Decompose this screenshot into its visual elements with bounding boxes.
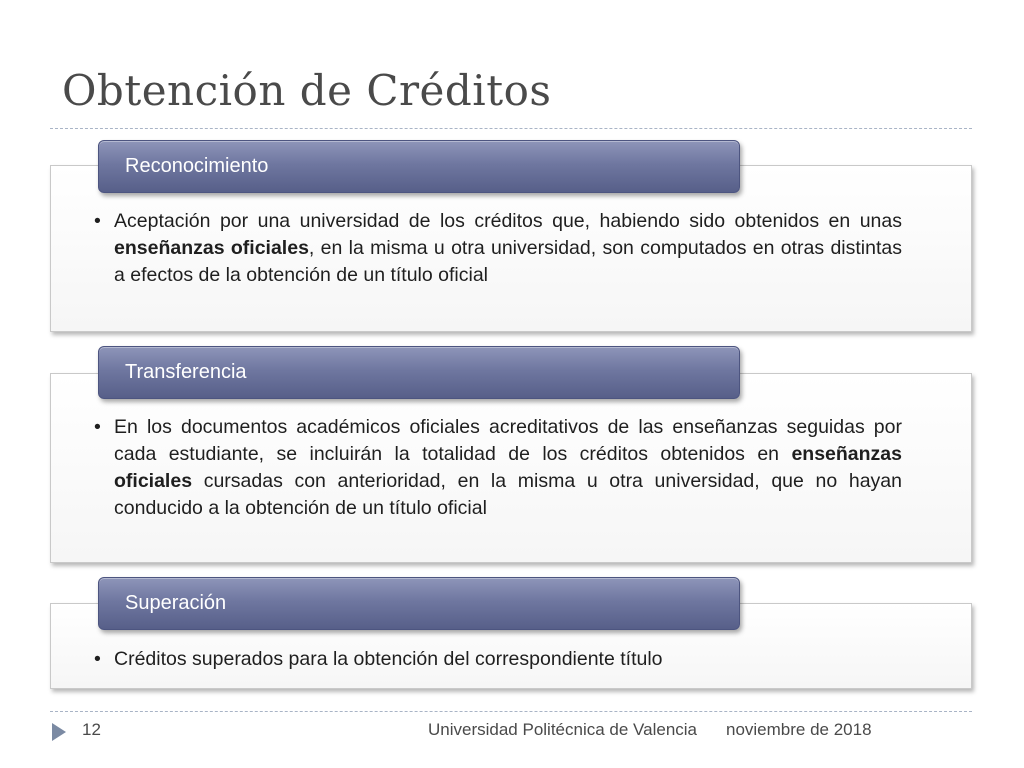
footer-date: noviembre de 2018 [726,720,872,739]
text-part: Aceptación por una universidad de los créditos que, habiendo sido obtenidos en unas [114,210,902,232]
footer-divider [50,711,972,712]
section-header-superacion: Superación [98,577,740,630]
page-number: 12 [82,720,101,739]
footer-institution: Universidad Politécnica de Valencia [428,720,698,739]
section-header-reconocimiento: Reconocimiento [98,140,740,193]
section-body-superacion [94,646,902,673]
text-part: En los documentos académicos oficiales acreditativos de las enseñanzas seguidas por cada estudiante, se incluirán la totalidad de los créditos obtenidos en [114,416,902,465]
bullet: • [94,648,101,670]
play-triangle-icon [52,723,66,741]
bullet: • [94,416,101,438]
section-body-transferencia [94,414,902,522]
bold-term: enseñanzas oficiales [114,443,902,492]
title-divider [50,128,972,129]
section-body-reconocimiento [94,208,902,289]
section-header-transferencia: Transferencia [98,346,740,399]
text-part: , en la misma u otra universidad, son computados en otras distintas a efectos de la obtención de un título oficial [114,237,902,286]
bullet: • [94,210,101,232]
text-part: cursadas con anterioridad, en la misma u otra universidad, que no hayan conducido a la obtención de un título oficial [114,470,902,519]
slide-title: Obtención de Créditos [62,66,552,115]
text-part: Créditos superados para la obtención del correspondiente título [114,648,663,670]
bold-term: enseñanzas oficiales [114,237,309,259]
